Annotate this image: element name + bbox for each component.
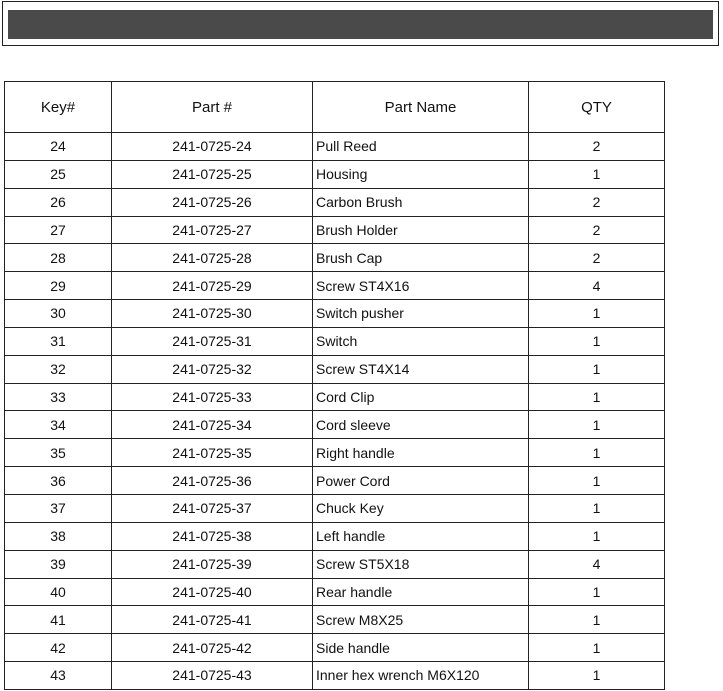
cell-key: 41: [5, 606, 112, 634]
cell-part-number: 241-0725-26: [112, 188, 313, 216]
cell-key: 35: [5, 439, 112, 467]
cell-part-name: Inner hex wrench M6X120: [313, 662, 529, 690]
cell-part-number: 241-0725-24: [112, 133, 313, 161]
cell-part-name: Side handle: [313, 634, 529, 662]
column-header-part-name: Part Name: [313, 82, 529, 133]
header-row: [5, 82, 665, 133]
cell-key: 27: [5, 216, 112, 244]
parts-table: [4, 81, 665, 690]
cell-qty: 1: [529, 494, 665, 522]
cell-part-number: 241-0725-28: [112, 244, 313, 272]
cell-part-number: 241-0725-37: [112, 494, 313, 522]
cell-key: 40: [5, 578, 112, 606]
cell-part-number: 241-0725-41: [112, 606, 313, 634]
cell-part-number: 241-0725-30: [112, 300, 313, 328]
cell-qty: 1: [529, 467, 665, 495]
cell-part-name: Screw ST5X18: [313, 550, 529, 578]
cell-part-number: 241-0725-40: [112, 578, 313, 606]
cell-qty: 4: [529, 550, 665, 578]
cell-qty: 1: [529, 160, 665, 188]
cell-key: 24: [5, 133, 112, 161]
cell-part-number: 241-0725-43: [112, 662, 313, 690]
cell-part-name: Screw M8X25: [313, 606, 529, 634]
cell-key: 28: [5, 244, 112, 272]
cell-part-name: Power Cord: [313, 467, 529, 495]
cell-key: 33: [5, 383, 112, 411]
cell-part-name: Left handle: [313, 522, 529, 550]
cell-key: 38: [5, 522, 112, 550]
cell-part-name: Screw ST4X14: [313, 355, 529, 383]
cell-part-number: 241-0725-29: [112, 272, 313, 300]
table-row: [5, 439, 665, 467]
cell-part-number: 241-0725-31: [112, 327, 313, 355]
cell-part-number: 241-0725-27: [112, 216, 313, 244]
table-row: [5, 133, 665, 161]
cell-part-name: Cord Clip: [313, 383, 529, 411]
cell-qty: 1: [529, 439, 665, 467]
cell-key: 30: [5, 300, 112, 328]
cell-part-name: Rear handle: [313, 578, 529, 606]
cell-qty: 1: [529, 411, 665, 439]
cell-qty: 2: [529, 216, 665, 244]
cell-part-name: Screw ST4X16: [313, 272, 529, 300]
cell-part-number: 241-0725-38: [112, 522, 313, 550]
cell-key: 25: [5, 160, 112, 188]
cell-part-number: 241-0725-42: [112, 634, 313, 662]
table-row: [5, 188, 665, 216]
column-header-key: Key#: [5, 82, 112, 133]
table-row: [5, 272, 665, 300]
table-row: [5, 494, 665, 522]
table-row: [5, 522, 665, 550]
cell-key: 31: [5, 327, 112, 355]
cell-part-number: 241-0725-32: [112, 355, 313, 383]
cell-part-name: Switch pusher: [313, 300, 529, 328]
table-row: [5, 300, 665, 328]
cell-qty: 1: [529, 383, 665, 411]
cell-part-name: Housing: [313, 160, 529, 188]
cell-qty: 1: [529, 606, 665, 634]
section-header-frame: [2, 1, 719, 46]
table-row: [5, 327, 665, 355]
cell-qty: 1: [529, 300, 665, 328]
cell-qty: 1: [529, 662, 665, 690]
cell-part-number: 241-0725-36: [112, 467, 313, 495]
table-row: [5, 662, 665, 690]
cell-part-number: 241-0725-25: [112, 160, 313, 188]
table-row: [5, 160, 665, 188]
cell-key: 42: [5, 634, 112, 662]
cell-part-name: Brush Holder: [313, 216, 529, 244]
cell-part-number: 241-0725-35: [112, 439, 313, 467]
cell-part-name: Chuck Key: [313, 494, 529, 522]
cell-qty: 2: [529, 244, 665, 272]
cell-key: 39: [5, 550, 112, 578]
cell-qty: 1: [529, 355, 665, 383]
table-row: [5, 355, 665, 383]
table-row: [5, 578, 665, 606]
cell-key: 29: [5, 272, 112, 300]
table-row: [5, 606, 665, 634]
table-row: [5, 216, 665, 244]
cell-qty: 1: [529, 522, 665, 550]
table-row: [5, 244, 665, 272]
cell-part-name: Brush Cap: [313, 244, 529, 272]
cell-part-number: 241-0725-39: [112, 550, 313, 578]
table-row: [5, 634, 665, 662]
cell-part-number: 241-0725-33: [112, 383, 313, 411]
cell-part-name: Pull Reed: [313, 133, 529, 161]
cell-key: 32: [5, 355, 112, 383]
parts-table-body: [5, 133, 665, 690]
cell-qty: 2: [529, 133, 665, 161]
cell-key: 36: [5, 467, 112, 495]
column-header-part-number: Part #: [112, 82, 313, 133]
table-row: [5, 411, 665, 439]
cell-qty: 1: [529, 327, 665, 355]
table-row: [5, 467, 665, 495]
cell-part-name: Switch: [313, 327, 529, 355]
cell-qty: 2: [529, 188, 665, 216]
cell-key: 26: [5, 188, 112, 216]
cell-qty: 1: [529, 578, 665, 606]
parts-table-head: [5, 82, 665, 133]
cell-qty: 4: [529, 272, 665, 300]
table-row: [5, 383, 665, 411]
column-header-qty: QTY: [529, 82, 665, 133]
section-header-bar: [8, 10, 713, 39]
cell-part-name: Right handle: [313, 439, 529, 467]
cell-key: 43: [5, 662, 112, 690]
cell-key: 37: [5, 494, 112, 522]
cell-qty: 1: [529, 634, 665, 662]
cell-part-name: Carbon Brush: [313, 188, 529, 216]
table-row: [5, 550, 665, 578]
cell-part-name: Cord sleeve: [313, 411, 529, 439]
cell-part-number: 241-0725-34: [112, 411, 313, 439]
cell-key: 34: [5, 411, 112, 439]
